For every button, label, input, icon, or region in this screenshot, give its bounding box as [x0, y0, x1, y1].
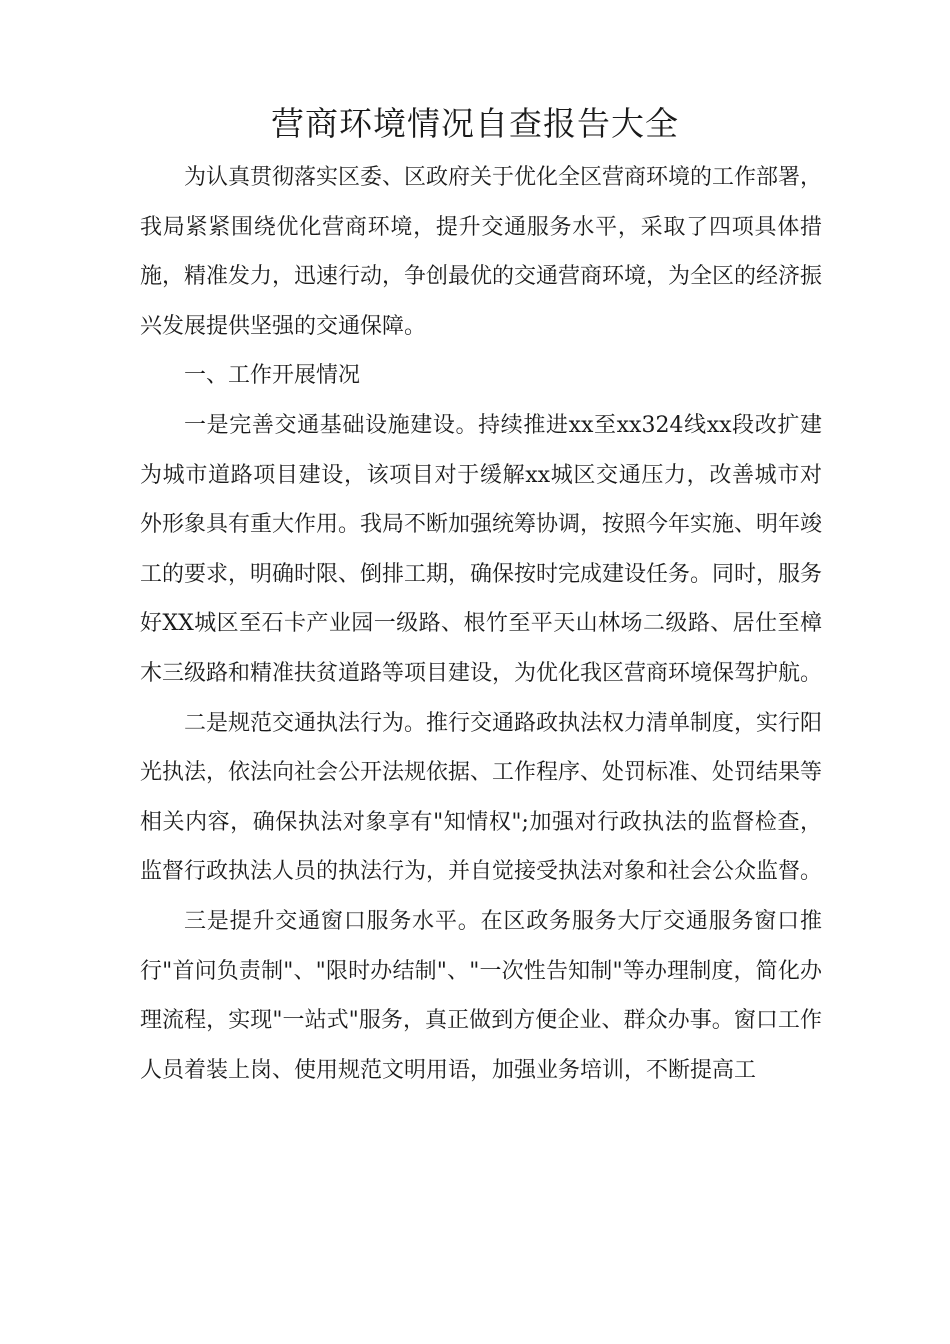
section-heading: 一、工作开展情况 [184, 363, 361, 389]
document-title: 营商环境情况自查报告大全 [271, 104, 679, 143]
paragraph-law-enforcement: 二是规范交通执法行为。推行交通路政执法权力清单制度，实行阳光执法，依法向社会公开法规依据、工作程序、处罚标准、处罚结果等相关内容，确保执法对象享有"知情权";加强对行政执法的监督检查，监督行政执法人员的执法行为，并自觉接受执法对象和社会公众监督。 [140, 710, 823, 885]
document-body [140, 153, 822, 1095]
paragraph-window-service: 三是提升交通窗口服务水平。在区政务服务大厅交通服务窗口推行"首问负责制"、"限时办结制"、"一次性告知制"等办理制度，简化办理流程，实现"一站式"服务，真正做到方便企业、群众办事。窗口工作人员着装上岗、使用规范文明用语，加强业务培训，不断提高工 [140, 908, 822, 1083]
intro-paragraph: 为认真贯彻落实区委、区政府关于优化全区营商环境的工作部署，我局紧紧围绕优化营商环境，提升交通服务水平，采取了四项具体措施，精准发力，迅速行动，争创最优的交通营商环境，为全区的经济振兴发展提供坚强的交通保障。 [140, 165, 823, 339]
paragraph-infrastructure: 一是完善交通基础设施建设。持续推进xx至xx324线xx段改扩建为城市道路项目建设，该项目对于缓解xx城区交通压力，改善城市对外形象具有重大作用。我局不断加强统筹协调，按照今年实施、明年竣工的要求，明确时限、倒排工期，确保按时完成建设任务。同时，服务好XX城区至石卡产业园一级路、根竹至平天山林场二级路、居仕至樟木三级路和精准扶贫道路等项目建设，为优化我区营商环境保驾护航。 [140, 412, 823, 686]
